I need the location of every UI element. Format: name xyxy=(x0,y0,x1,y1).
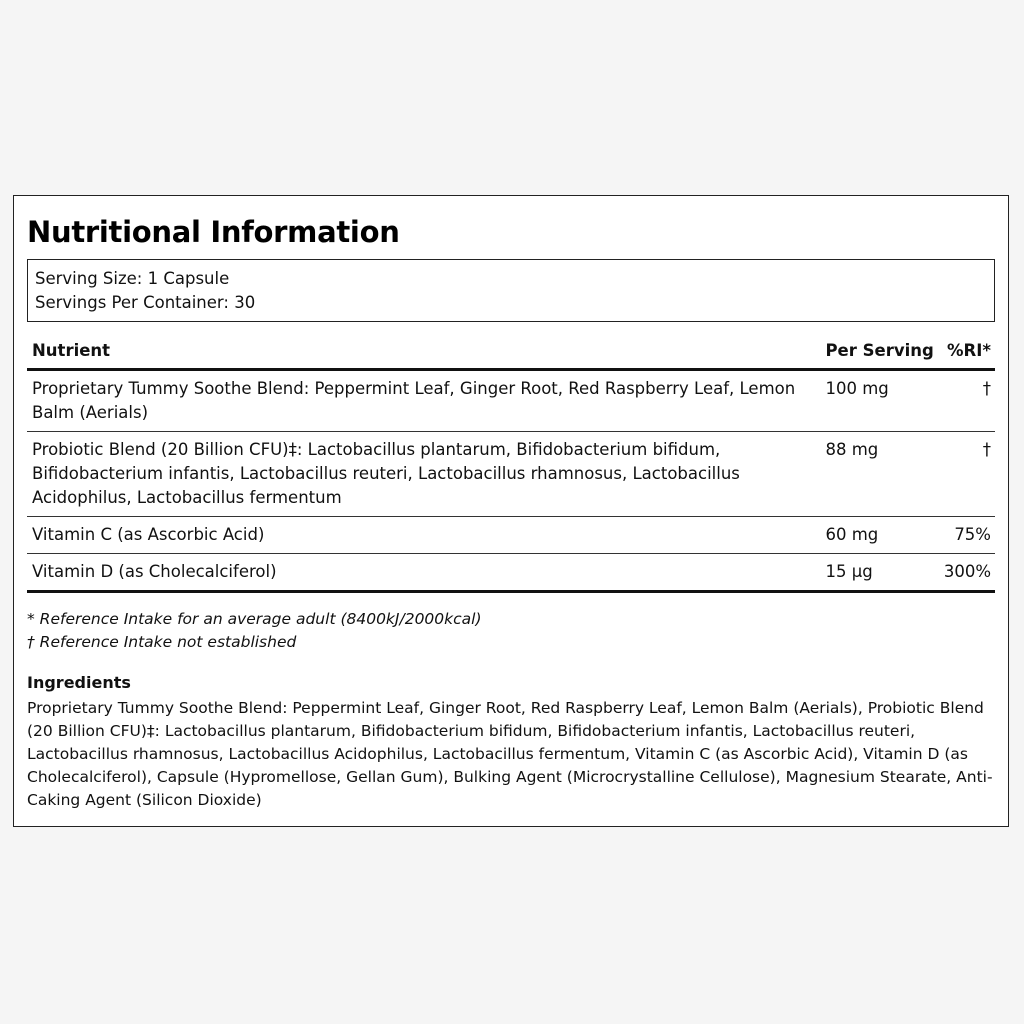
nutrient-ri: 300% xyxy=(939,554,995,592)
footnote-not-established: † Reference Intake not established xyxy=(27,633,297,651)
table-row xyxy=(27,432,995,517)
nutrient-ri: 75% xyxy=(939,517,995,554)
nutrition-panel xyxy=(13,195,1009,827)
page-title: Nutritional Information xyxy=(27,215,400,249)
nutrient-name: Proprietary Tummy Soothe Blend: Peppermint Leaf, Ginger Root, Red Raspberry Leaf, Lemon Balm (Aerials) xyxy=(27,370,820,432)
table-row xyxy=(27,370,995,432)
nutrient-name: Vitamin D (as Cholecalciferol) xyxy=(27,554,820,592)
nutrient-table xyxy=(27,336,995,593)
nutrient-amount: 88 mg xyxy=(820,432,938,517)
header-nutrient: Nutrient xyxy=(27,336,820,370)
table-header-row xyxy=(27,336,995,370)
header-ri: %RI* xyxy=(939,336,995,370)
header-per-serving: Per Serving xyxy=(820,336,938,370)
nutrient-name: Probiotic Blend (20 Billion CFU)‡: Lactobacillus plantarum, Bifidobacterium bifidum, Bifidobacterium infantis, Lactobacillus reuteri, Lactobacillus rhamnosus, Lactobacillus Acidophilus, Lactobacillus fermentum xyxy=(27,432,820,517)
nutrient-ri: † xyxy=(939,370,995,432)
nutrient-amount: 60 mg xyxy=(820,517,938,554)
footnote-reference-intake: * Reference Intake for an average adult (8400kJ/2000kcal) xyxy=(27,610,482,628)
ingredients-text: Proprietary Tummy Soothe Blend: Peppermint Leaf, Ginger Root, Red Raspberry Leaf, Lemon Balm (Aerials), Probiotic Blend (20 Billion CFU)‡: Lactobacillus plantarum, Bifidobacterium bifidum, Bifidobacterium infantis, Lactobacillus reuteri, Lactobacillus rhamnosus, Lactobacillus Acidophilus, Lactobacillus fermentum, Vitamin C (as Ascorbic Acid), Vitamin D (as Cholecalciferol), Capsule (Hypromellose, Gellan Gum), Bulking Agent (Microcrystalline Cellulose), Magnesium Stearate, Anti-Caking Agent (Silicon Dioxide) xyxy=(27,699,993,809)
serving-size: Serving Size: 1 Capsule xyxy=(35,269,230,288)
nutrient-name: Vitamin C (as Ascorbic Acid) xyxy=(27,517,820,554)
ingredients-heading: Ingredients xyxy=(27,673,131,692)
serving-info-box xyxy=(27,259,995,322)
table-row xyxy=(27,554,995,592)
nutrient-amount: 15 µg xyxy=(820,554,938,592)
servings-per-container: Servings Per Container: 30 xyxy=(35,293,256,312)
nutrient-amount: 100 mg xyxy=(820,370,938,432)
nutrient-ri: † xyxy=(939,432,995,517)
footnotes xyxy=(27,608,995,654)
table-row xyxy=(27,517,995,554)
